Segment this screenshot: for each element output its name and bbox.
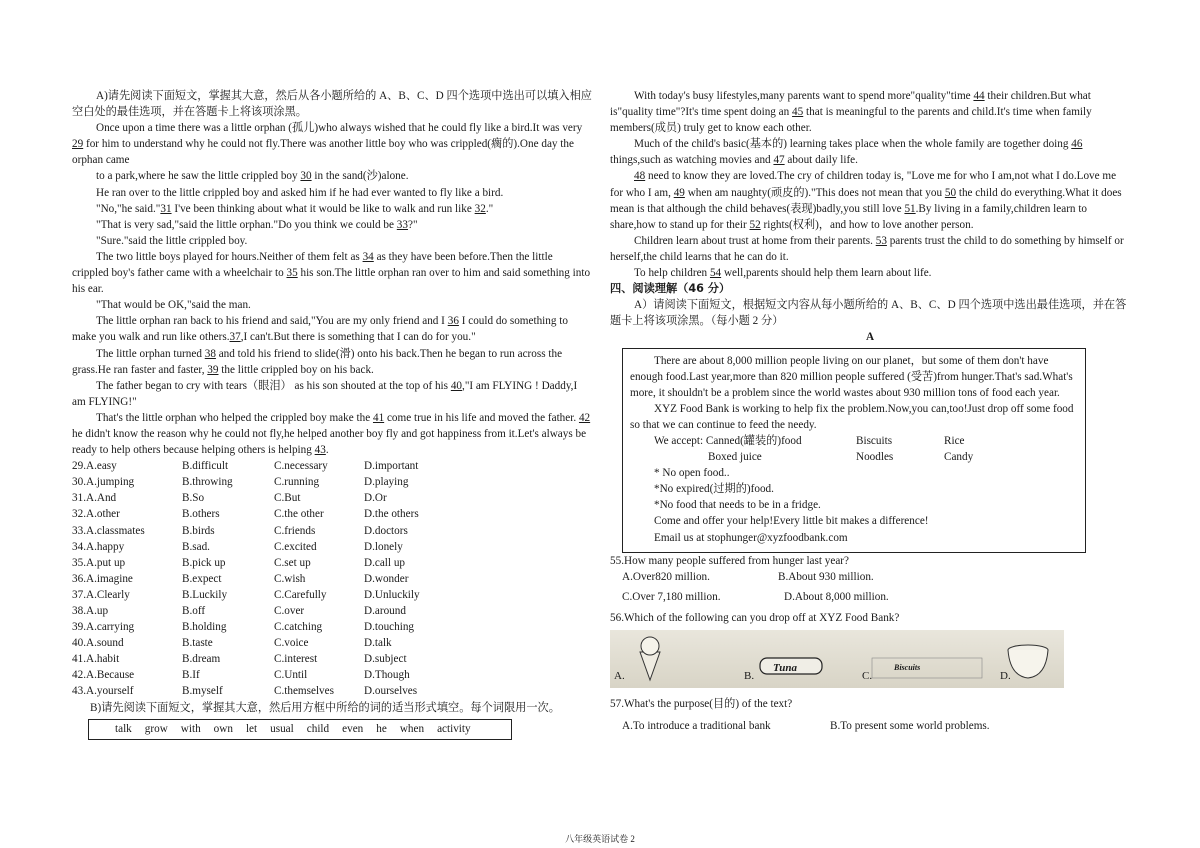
option-choice: 38.A.up (72, 605, 109, 617)
word-bank-word: he (376, 723, 387, 736)
q55-option: C.Over 7,180 million. (622, 590, 721, 603)
passage-label: A (865, 331, 875, 344)
text-segment: Children learn about trust at home from their parents. (634, 234, 876, 247)
word-bank-word: usual (270, 723, 294, 736)
text-segment: parents trust the child to do something by himself or herself,the child learns that he can do it. (610, 234, 1124, 263)
text-segment: as they have been before.Then the little crippled boy's father came with a wheelchair to (72, 250, 553, 280)
option-choice: B.myself (182, 685, 223, 698)
passage-b-paragraph (610, 265, 1130, 281)
story-paragraph (72, 410, 592, 458)
option-choice: D.Or (364, 492, 387, 505)
q56-pictures (610, 630, 1064, 688)
text-segment: ." (485, 202, 494, 215)
question-57: 57.What's the purpose(目的) of the text? (610, 697, 793, 710)
option-choice: C.over (274, 605, 305, 617)
text-segment: "Sure."said the little crippled boy. (96, 234, 248, 247)
option-choice: 34.A.happy (72, 540, 125, 553)
word-bank-word: activity (437, 723, 471, 736)
option-choice: C.wish (274, 572, 306, 585)
option-row (72, 474, 592, 490)
q56-option-b: B. (744, 669, 755, 682)
option-choice: C.the other (274, 508, 324, 521)
blank-number: 46 (1071, 138, 1083, 151)
story-paragraph (72, 217, 592, 233)
q56-option-a: A. (614, 669, 625, 682)
option-choice: C.friends (274, 524, 316, 537)
option-choice: B.off (182, 605, 206, 617)
option-choice: 33.A.classmates (72, 524, 145, 537)
option-choice: 39.A.carrying (72, 621, 135, 634)
text-segment: . (325, 444, 329, 457)
blank-number: 53 (875, 234, 887, 247)
text-segment: I've been thinking about what it would be like to walk and run like (171, 202, 475, 215)
option-choice: D.touching (364, 621, 415, 634)
word-bank-word: child (306, 723, 330, 736)
option-choice: C.running (274, 476, 320, 489)
text-segment: .By living in a family,children learn to share,how to stand up for their (610, 202, 1088, 231)
blank-number: 52 (749, 218, 761, 231)
option-row (72, 603, 592, 619)
blank-number: 29 (72, 138, 84, 151)
biscuits-box-label: Biscuits (894, 662, 921, 672)
blank-number: 31 (160, 202, 172, 215)
option-row (72, 523, 592, 539)
option-choice: B.others (182, 508, 220, 521)
right-column (610, 88, 1130, 734)
option-choice: D.playing (364, 476, 409, 489)
accept-item: Rice (944, 434, 965, 447)
option-row (72, 667, 592, 683)
accept-item: Noodles (856, 451, 894, 464)
part-b-instruction: B)请先阅读下面短文，掌握其大意，然后用方框中所给的词的适当形式填空。每个词限用一次。 (90, 701, 560, 714)
blank-number: 32 (474, 202, 486, 215)
story-paragraph (72, 378, 592, 410)
option-choice: B.taste (182, 637, 213, 650)
word-bank-word: own (213, 723, 233, 736)
blank-number: 38 (204, 347, 216, 360)
blank-number: 33 (396, 218, 408, 231)
q56-option-d: D. (1000, 669, 1011, 682)
story-paragraph (72, 168, 592, 184)
q56-picture-options (610, 630, 1064, 688)
option-choice: 43.A.yourself (72, 685, 134, 698)
blank-number: 41 (372, 411, 385, 424)
option-choice: B.sad. (182, 540, 210, 553)
text-segment: He ran over to the little crippled boy and asked him if he had ever wanted to fly like a bird. (96, 186, 504, 199)
text-segment: rights(权利)，and how to love another person. (760, 218, 974, 231)
option-choice: 42.A.Because (72, 669, 135, 682)
section-4-instruction: A）请阅读下面短文，根据短文内容从每小题所给的 A、B、C、D 四个选项中选出最佳选项，并在答题卡上将该项涂黑。（每小题 2 分） (610, 299, 1127, 328)
word-bank-word: even (342, 723, 364, 736)
option-choice: D.doctors (364, 524, 408, 537)
option-row (72, 490, 592, 506)
blank-number: 54 (709, 267, 722, 280)
story-paragraph (72, 185, 592, 201)
q57-option: B.To present some world problems. (830, 719, 990, 732)
option-choice: B.If (182, 669, 200, 682)
option-row (72, 651, 592, 667)
text-segment: need to know they are loved.The cry of children today is, "Love me for who I am,not what I do.Love me for who I am, (610, 170, 1117, 199)
ad-call-to-action: Come and offer your help!Every little bit makes a difference! (654, 515, 929, 528)
text-segment: come true in his life and moved the father. (384, 411, 579, 424)
option-choice: 30.A.jumping (72, 476, 135, 489)
option-choice: D.Though (364, 669, 410, 682)
blank-number: 45 (792, 106, 804, 119)
word-bank-word: with (180, 723, 201, 736)
option-choice: 31.A.And (72, 492, 117, 505)
text-segment: The father began to cry with tears（眼泪） as his son shouted at the top of his (96, 379, 451, 392)
ice-cream-picture (640, 637, 660, 680)
question-55: 55.How many people suffered from hunger last year? (610, 554, 850, 567)
word-bank-word: let (245, 723, 258, 736)
word-bank-word: grow (144, 723, 168, 736)
ad-paragraph-2: XYZ Food Bank is working to help fix the problem.Now,you can,too!Just drop off some food so that we can continue to feed the needy. (630, 402, 1074, 431)
text-segment: The two little boys played for hours.Neither of them felt as (96, 250, 363, 263)
option-choice: 36.A.imagine (72, 572, 133, 585)
open-jar-picture (1008, 645, 1048, 678)
accept-item: Boxed juice (708, 451, 762, 464)
option-choice: B.Luckily (182, 588, 228, 601)
option-choice: B.difficult (182, 460, 229, 473)
text-segment: That's the little orphan who helped the crippled boy make the (96, 411, 373, 424)
option-row (72, 635, 592, 651)
q55-option: D.About 8,000 million. (784, 590, 889, 603)
option-choice: D.important (364, 460, 419, 473)
blank-number: 35 (286, 267, 298, 280)
option-choice: C.themselves (274, 685, 334, 698)
story-paragraph (72, 249, 592, 297)
text-segment: "That is very sad,"said the little orphan."Do you think we could be (96, 218, 397, 231)
blank-number: 34 (362, 250, 374, 263)
option-choice: 37.A.Clearly (72, 588, 130, 601)
story-paragraph (72, 297, 592, 313)
text-segment: well,parents should help them learn about life. (721, 267, 932, 280)
text-segment: when am naughty(顽皮的)."This does not mean that you (684, 186, 945, 199)
passage-b (610, 88, 1130, 281)
section-4-title: 四、阅读理解（46 分） (610, 282, 731, 296)
story-paragraph (72, 313, 592, 345)
text-segment: ,I can't.But there is something that I can do for you." (240, 331, 476, 344)
option-choice: C.Until (274, 669, 308, 682)
cloze-story (72, 120, 592, 458)
accept-item: Candy (944, 451, 974, 464)
food-bank-ad-box (622, 348, 1086, 553)
option-choice: D.the others (364, 508, 419, 521)
passage-b-paragraph (610, 233, 1130, 265)
text-segment: their children.But what is"quality time"?It's time spent doing an (610, 90, 1091, 119)
text-segment: his son.The little orphan ran over to him and said something into his ear. (72, 267, 591, 296)
ad-rule: * No open food.. (654, 467, 730, 480)
cloze-options (72, 458, 592, 699)
option-row (72, 683, 592, 699)
text-segment: about daily life. (784, 154, 858, 167)
blank-number: 44 (973, 90, 985, 102)
option-choice: B.holding (182, 621, 227, 634)
option-row (72, 539, 592, 555)
text-segment: To help children (634, 267, 710, 280)
option-choice: 29.A.easy (72, 460, 117, 473)
q55-option: A.Over820 million. (622, 570, 710, 583)
page-footer: 八年级英语试卷 2 (565, 834, 635, 844)
option-choice: B.pick up (182, 556, 226, 569)
biscuits-box-picture (872, 658, 982, 678)
accept-row-2 (630, 449, 1078, 465)
option-choice: 41.A.habit (72, 653, 120, 666)
q56-option-c: C. (862, 669, 873, 682)
part-a-instruction: A)请先阅读下面短文，掌握其大意，然后从各小题所给的 A、B、C、D 四个选项中选出可以填入相应空白处的最佳选项，并在答题卡上将该项涂黑。 (72, 90, 592, 119)
option-choice: D.talk (364, 637, 392, 650)
text-segment: the child do everything.What it does mean is that although the child behaves(表现)badly,you still love (610, 186, 1122, 215)
story-paragraph (72, 120, 592, 168)
option-choice: 32.A.other (72, 508, 120, 521)
question-56: 56.Which of the following can you drop off at XYZ Food Bank? (610, 611, 900, 624)
blank-number: 37 (229, 331, 241, 344)
option-choice: D.Unluckily (364, 588, 420, 601)
option-choice: B.So (182, 492, 205, 505)
option-row (72, 506, 592, 522)
text-segment: "No,"he said." (96, 202, 161, 215)
ad-rule: *No food that needs to be in a fridge. (654, 499, 821, 512)
option-choice: 40.A.sound (72, 637, 124, 650)
option-choice: C.But (274, 492, 301, 505)
blank-number: 42 (578, 411, 591, 424)
text-segment: in the sand(沙)alone. (311, 170, 409, 183)
q55-option: B.About 930 million. (778, 570, 874, 583)
text-segment: and told his friend to slide(滑) onto his back.Then he began to run across the grass.He ran faster and faster, (72, 347, 563, 376)
option-choice: C.necessary (274, 460, 328, 473)
option-choice: D.wonder (364, 572, 409, 585)
option-choice: B.birds (182, 524, 215, 537)
option-row (72, 555, 592, 571)
option-choice: D.lonely (364, 540, 403, 553)
accept-row-1 (630, 433, 1078, 449)
text-segment: that is meaningful to the parents and child.It's time when family members(成员) truly get to know each other. (610, 106, 1092, 135)
text-segment: With today's busy lifestyles,many parents want to spend more"quality"time (634, 90, 974, 102)
accept-item: Biscuits (856, 434, 893, 447)
blank-number: 43 (314, 444, 326, 457)
text-segment: "That would be OK,"said the man. (96, 299, 251, 312)
blank-number: 36 (447, 315, 459, 328)
text-segment: Much of the child's basic(基本的) learning takes place when the whole family are together doing (634, 138, 1072, 151)
text-segment: Once upon a time there was a little orphan (孤儿)who always wished that he could fly like a bird.It was very (96, 122, 583, 135)
option-choice: D.subject (364, 653, 407, 666)
blank-number: 48 (634, 170, 646, 183)
text-segment: I could do something to make you walk and run like others. (72, 315, 568, 344)
word-bank-box (88, 719, 512, 740)
option-row (72, 458, 592, 474)
word-bank-word: when (399, 723, 425, 736)
option-choice: C.voice (274, 637, 309, 650)
ad-email: Email us at stophunger@xyzfoodbank.com (654, 531, 848, 544)
option-row (72, 587, 592, 603)
option-choice: C.excited (274, 540, 317, 553)
text-segment: to a park,where he saw the little crippled boy (96, 170, 301, 183)
story-paragraph (72, 233, 592, 249)
q57-options (610, 718, 1130, 734)
story-paragraph (72, 346, 592, 378)
option-choice: B.dream (182, 653, 221, 666)
text-segment: he didn't know the reason why he could not fly,he helped another boy fly and got happiness from it.Let's always be ready to help others because helping others is helping (72, 427, 587, 457)
ad-rule: *No expired(过期的)food. (654, 483, 774, 496)
option-choice: D.call up (364, 556, 406, 569)
passage-b-paragraph (610, 168, 1130, 232)
option-row (72, 619, 592, 635)
option-choice: C.set up (274, 556, 311, 569)
text-segment: the little crippled boy on his back. (218, 363, 374, 376)
option-choice: C.interest (274, 653, 318, 666)
text-segment: ,"I am FLYING ! Daddy,I am FLYING!" (72, 379, 578, 408)
text-segment: The little orphan ran back to his friend and said,"You are my only friend and I (96, 315, 448, 328)
word-bank-word: talk (115, 723, 132, 736)
passage-b-paragraph (610, 88, 1130, 136)
option-choice: C.Carefully (274, 588, 327, 601)
option-choice: D.ourselves (364, 685, 418, 698)
text-segment: ?" (407, 218, 418, 231)
tuna-can-label: Tuna (773, 661, 798, 674)
option-choice: C.catching (274, 621, 323, 634)
option-row (72, 571, 592, 587)
q55-options-row-1 (610, 569, 1130, 589)
text-segment: things,such as watching movies and (610, 154, 774, 167)
option-choice: D.around (364, 605, 406, 617)
blank-number: 30 (300, 170, 312, 183)
blank-number: 47 (773, 154, 785, 167)
story-paragraph (72, 201, 592, 217)
text-segment: The little orphan turned (96, 347, 205, 360)
left-column (72, 88, 592, 740)
ad-paragraph-1: There are about 8,000 million people living on our planet，but some of them don't have enough food.Last year,more than 820 million people suffered (受苦)from hunger.That's sad.What's more, it shouldn't be a problem since the world wastes about 930 million tons of food each year. (630, 354, 1073, 399)
q57-option: A.To introduce a traditional bank (622, 719, 771, 732)
blank-number: 39 (207, 363, 219, 376)
blank-number: 49 (673, 186, 685, 199)
blank-number: 40 (450, 379, 463, 392)
blank-number: 51 (904, 202, 916, 215)
passage-b-paragraph (610, 136, 1130, 168)
option-choice: B.throwing (182, 476, 233, 489)
option-choice: 35.A.put up (72, 556, 126, 569)
accept-item: We accept: Canned(罐装的)food (654, 434, 802, 447)
text-segment: for him to understand why he could not fly.There was another little boy who was crippled(瘸的).One day the orphan came (72, 138, 574, 167)
option-choice: B.expect (182, 572, 222, 585)
q55-options-row-2 (610, 589, 1130, 610)
blank-number: 50 (944, 186, 957, 199)
